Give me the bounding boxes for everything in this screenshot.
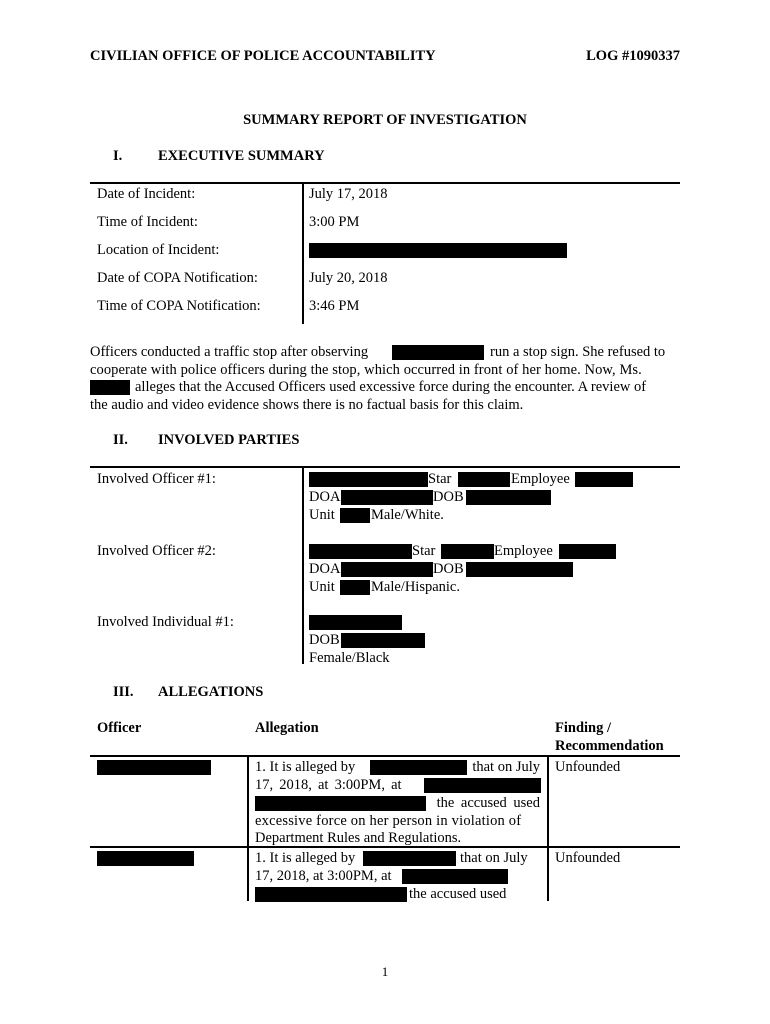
employee-label: Employee	[511, 471, 570, 487]
redaction-bar	[441, 544, 494, 559]
allegation-text: that on July	[460, 850, 528, 866]
table-divider	[547, 757, 549, 901]
summary-value-time: 3:00 PM	[309, 214, 360, 230]
summary-label-time: Time of Incident:	[97, 214, 198, 230]
row-rule	[90, 846, 680, 848]
redaction-bar	[255, 796, 426, 811]
employee-label: Employee	[494, 543, 553, 559]
officer-2-label: Involved Officer #2:	[97, 543, 216, 559]
table-divider	[302, 468, 304, 664]
redaction-bar	[392, 345, 484, 360]
summary-value-copa-date: July 20, 2018	[309, 270, 388, 286]
summary-label-location: Location of Incident:	[97, 242, 220, 258]
summary-text: Officers conducted a traffic stop after observing	[90, 344, 369, 360]
redaction-bar	[340, 580, 370, 595]
redaction-bar	[309, 243, 567, 258]
page-number: 1	[381, 964, 389, 979]
column-header-finding: Finding /	[555, 720, 612, 736]
individual-1-label: Involved Individual #1:	[97, 614, 234, 630]
allegation-text: 1. It is alleged by	[255, 759, 356, 775]
unit-label: Unit	[309, 579, 335, 595]
redaction-bar	[340, 508, 370, 523]
summary-text: cooperate with police officers during the stop, which occurred in front of her home. Now, Ms.	[90, 362, 642, 378]
summary-value-date: July 17, 2018	[309, 186, 388, 202]
redaction-bar	[97, 760, 211, 775]
dob-label: DOB	[309, 632, 340, 648]
report-title: SUMMARY REPORT OF INVESTIGATION	[243, 112, 527, 128]
redaction-bar	[466, 562, 573, 577]
summary-text: the audio and video evidence shows there is no factual basis for this claim.	[90, 397, 524, 413]
summary-text: run a stop sign. She refused to	[490, 344, 666, 360]
summary-label-date: Date of Incident:	[97, 186, 196, 202]
summary-value-copa-time: 3:46 PM	[309, 298, 360, 314]
table-rule	[90, 755, 680, 757]
allegation-text: excessive force on her person in violation of	[255, 813, 522, 829]
column-header-officer: Officer	[97, 720, 142, 736]
section-1-number: I.	[113, 148, 123, 164]
redaction-bar	[90, 380, 130, 395]
doa-label: DOA	[309, 489, 341, 505]
redaction-bar	[309, 472, 428, 487]
table-rule	[90, 466, 680, 468]
agency-name: CIVILIAN OFFICE OF POLICE ACCOUNTABILITY	[90, 48, 436, 64]
section-3-number: III.	[113, 684, 134, 700]
redaction-bar	[341, 633, 425, 648]
table-rule	[90, 182, 680, 184]
redaction-bar	[97, 851, 194, 866]
redaction-bar	[341, 490, 433, 505]
redaction-bar	[402, 869, 508, 884]
column-header-recommendation: Recommendation	[555, 738, 664, 754]
allegation-text: 1. It is alleged by	[255, 850, 356, 866]
finding-value: Unfounded	[555, 759, 621, 775]
redaction-bar	[309, 544, 412, 559]
star-label: Star	[412, 543, 436, 559]
section-2-number: II.	[113, 432, 128, 448]
officer-1-description: Male/White.	[371, 507, 444, 523]
dob-label: DOB	[433, 489, 464, 505]
redaction-bar	[424, 778, 541, 793]
star-label: Star	[428, 471, 452, 487]
redaction-bar	[370, 760, 467, 775]
redaction-bar	[341, 562, 433, 577]
redaction-bar	[575, 472, 633, 487]
section-2-title: INVOLVED PARTIES	[158, 432, 300, 448]
officer-1-label: Involved Officer #1:	[97, 471, 216, 487]
allegation-text: Department Rules and Regulations.	[255, 830, 462, 846]
dob-label: DOB	[433, 561, 464, 577]
doa-label: DOA	[309, 561, 341, 577]
redaction-bar	[559, 544, 616, 559]
table-divider	[247, 757, 249, 901]
summary-text: alleges that the Accused Officers used excessive force during the encounter. A review of	[135, 379, 647, 395]
section-1-title: EXECUTIVE SUMMARY	[158, 148, 325, 164]
summary-label-copa-time: Time of COPA Notification:	[97, 298, 261, 314]
allegation-text: 17, 2018, at 3:00PM, at	[255, 777, 402, 793]
officer-2-description: Male/Hispanic.	[371, 579, 460, 595]
allegation-text: the accused used	[436, 795, 540, 811]
finding-value: Unfounded	[555, 850, 621, 866]
redaction-bar	[458, 472, 510, 487]
allegation-text: that on July	[472, 759, 540, 775]
log-number: LOG #1090337	[586, 48, 680, 64]
redaction-bar	[255, 887, 407, 902]
redaction-bar	[309, 615, 402, 630]
redaction-bar	[363, 851, 456, 866]
section-3-title: ALLEGATIONS	[158, 684, 264, 700]
redaction-bar	[466, 490, 551, 505]
summary-label-copa-date: Date of COPA Notification:	[97, 270, 258, 286]
unit-label: Unit	[309, 507, 335, 523]
table-divider	[302, 184, 304, 324]
column-header-allegation: Allegation	[255, 720, 319, 736]
allegation-text: 17, 2018, at 3:00PM, at	[255, 868, 392, 884]
allegation-text: the accused used	[409, 886, 507, 902]
individual-1-description: Female/Black	[309, 650, 390, 666]
